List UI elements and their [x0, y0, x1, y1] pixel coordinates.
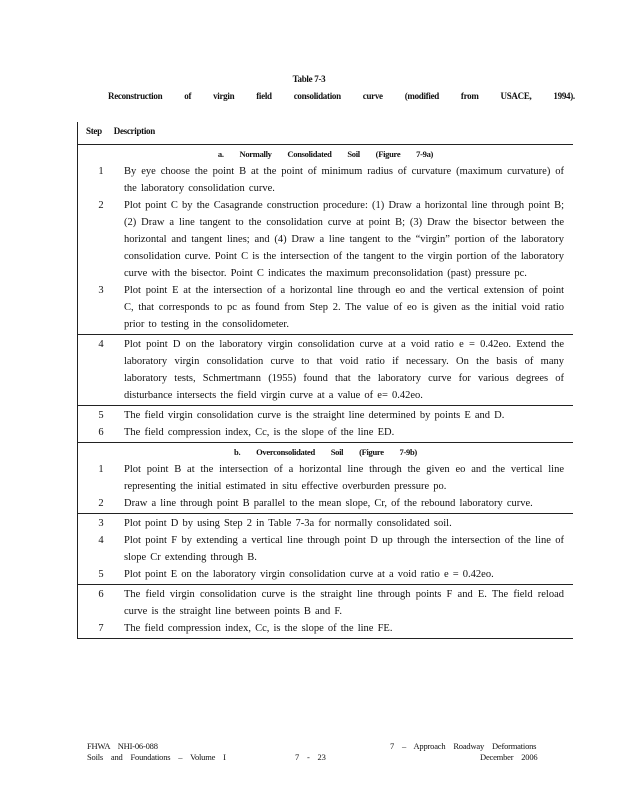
section-heading: b. Overconsolidated Soil (Figure 7-9b)	[234, 447, 417, 457]
step-number: 3	[98, 285, 104, 296]
step-number: 2	[98, 498, 104, 509]
step-number: 4	[98, 339, 104, 350]
step-description: Plot point D by using Step 2 in Table 7-3a for normally consolidated soil.	[124, 518, 452, 529]
step-description: Plot point E on the laboratory virgin consolidation curve at a void ratio e = 0.42eo.	[124, 569, 494, 580]
table-row	[78, 495, 573, 512]
step-description: Plot point C by the Casagrande construction procedure: (1) Draw a horizontal line through point B; (2) Draw a line tangent to the consolidation curve at point B; (3) Draw the bisector between the horizontal and tangent lines; and (4) Draw a line tangent to the “virgin” portion of the laboratory consolidation curve. Point C is the intersection of the tangent to the virgin portion of the laboratory curve with the bisector. Point C indicates the maximum preconsolidation (past) pressure pc.	[124, 200, 564, 279]
step-description: Draw a line through point B parallel to the mean slope, Cr, of the rebound laboratory curve.	[124, 498, 533, 509]
step-number: 5	[98, 569, 104, 580]
table-row	[78, 407, 573, 424]
table-row	[78, 586, 573, 620]
table-group	[78, 585, 573, 639]
footer-doc-title: Soils and Foundations – Volume I	[87, 752, 226, 762]
step-description: Plot point F by extending a vertical line through point D up through the intersection of the line of slope Cr extending through B.	[124, 535, 564, 563]
step-number: 3	[98, 518, 104, 529]
step-description: Plot point B at the intersection of a horizontal line through the given eo and the vertical line representing the initial estimated in situ effective overburden pressure po.	[124, 464, 564, 492]
header-step: Step	[86, 126, 102, 136]
table-row	[78, 566, 573, 583]
step-number: 6	[98, 589, 104, 600]
header-description: Description	[113, 126, 155, 136]
step-number: 5	[98, 410, 104, 421]
table-group	[78, 335, 573, 406]
table-header	[78, 122, 573, 145]
step-description: Plot point E at the intersection of a horizontal line through eo and the vertical extension of point C, that corresponds to pc as found from Step 2. The value of eo is given as the initial void ratio prior to testing in the consolidometer.	[124, 285, 564, 330]
table-row	[78, 197, 573, 282]
step-number: 4	[98, 535, 104, 546]
table-caption: Reconstruction of virgin field consolidation curve (modified from USACE, 1994).	[108, 91, 575, 101]
table-group	[78, 406, 573, 443]
table-row	[78, 620, 573, 637]
footer-doc-id: FHWA NHI-06-088	[87, 741, 158, 751]
step-number: 6	[98, 427, 104, 438]
step-description: By eye choose the point B at the point of minimum radius of curvature (maximum curvature) of the laboratory consolidation curve.	[124, 166, 564, 194]
section-heading: a. Normally Consolidated Soil (Figure 7-9a)	[217, 149, 434, 159]
step-description: The field compression index, Cc, is the slope of the line ED.	[124, 427, 395, 438]
step-description: The field virgin consolidation curve is the straight line determined by points E and D.	[124, 410, 505, 421]
footer-page-number: 7 - 23	[295, 752, 326, 762]
step-number: 1	[98, 166, 104, 177]
table-row	[78, 515, 573, 532]
table-row	[78, 532, 573, 566]
step-number: 2	[98, 200, 104, 211]
table-title: Table 7-3	[292, 74, 326, 84]
table-row	[78, 461, 573, 495]
steps-table	[77, 122, 573, 639]
table-group	[78, 145, 573, 335]
table-group	[78, 443, 573, 514]
table-group	[78, 514, 573, 585]
step-description: The field virgin consolidation curve is the straight line through points F and E. The field reload curve is the straight line between points B and F.	[124, 589, 564, 617]
table-row	[78, 163, 573, 197]
table-row	[78, 336, 573, 404]
table-row	[78, 424, 573, 441]
step-number: 1	[98, 464, 104, 475]
step-description: Plot point D on the laboratory virgin consolidation curve at a void ratio e = 0.42eo. Extend the laboratory virgin consolidation curve to that void ratio if necessary. On the basis of many laboratory tests, Schmertmann (1955) found that the laboratory curve for various degrees of disturbance intersects the field virgin curve at a value of e= 0.42eo.	[124, 339, 564, 401]
table-row	[78, 282, 573, 333]
footer-date: December 2006	[480, 752, 538, 762]
step-description: The field compression index, Cc, is the slope of the line FE.	[124, 623, 393, 634]
footer-chapter: 7 – Approach Roadway Deformations	[390, 741, 537, 751]
step-number: 7	[98, 623, 104, 634]
